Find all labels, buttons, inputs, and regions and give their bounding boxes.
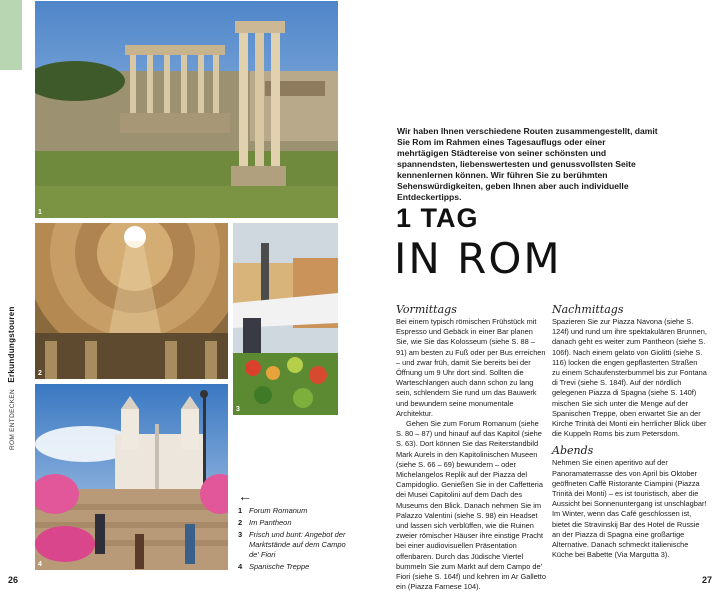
- heading-nachmittags: Nachmittags: [552, 303, 624, 316]
- caption-item: [238, 562, 348, 572]
- photo-forum-romanum: [35, 1, 338, 218]
- caption-number: 3: [238, 530, 243, 539]
- caption-text: Im Pantheon: [249, 518, 292, 527]
- arrow-left-icon: ←: [238, 488, 252, 504]
- caption-number: 1: [238, 506, 243, 515]
- column-left: [396, 304, 546, 592]
- caption-item: [238, 518, 348, 528]
- paragraph: Gehen Sie zum Forum Romanum (siehe S. 80 – 87) und hinauf auf das Kapitol (siehe S. 63). Dort können Sie das Reiterstandbild Mark Aurels in den Kapitolinischen Museen (siehe S. 66 – 69) bewundern – oder Michelangelos Replik auf der Piazza del Campidoglio. Genießen Sie in der Caffetteria dei Musei Capitolini auf dem Dach des Museums den Blick. Danach nehmen Sie im Palazzo Valentini (siehe S. 98) ein Headset und lassen sich verblüffen, wie die Ruinen zweier römischer Häuser ihre einstige Pracht bei einer audiovisuellen Präsentation offenbaren. Durch das Jüdische Viertel bummeln Sie zum Markt auf dem Campo de' Fiori (siehe S. 164f) und kehren im Ar Galletto ein (Piazza Farnese 104).: [396, 419, 546, 592]
- caption-item: [238, 506, 348, 516]
- photo-number: 2: [38, 370, 42, 377]
- page-title-line2: IN ROM: [394, 234, 562, 283]
- column-right: [552, 304, 707, 560]
- heading-abends: Abends: [552, 444, 594, 458]
- caption-text: Spanische Treppe: [249, 562, 310, 571]
- caption-item: [238, 530, 348, 560]
- page-number-left: 26: [8, 575, 19, 585]
- photo-captions: [238, 506, 348, 574]
- photo-spanische-treppe: [35, 384, 228, 570]
- photo-number: 1: [38, 209, 42, 216]
- subsection-name: Erkundungstouren: [7, 306, 16, 383]
- paragraph: Bei einem typisch römischen Frühstück mit Espresso und Gebäck in einer Bar planen Sie, wie Sie das Kolosseum (siehe S. 88 – 91) am besten zu Fuß oder per Bus erreichen – und zwar früh, damit Sie bereits bei der Öffnung um 9 Uhr dort sind. Sollten die Warteschlangen auch dann schon zu lang sein, schlendern Sie rund um das Bauwerk und bewundern seine monumentale Architektur.: [396, 317, 546, 418]
- intro-paragraph: Wir haben Ihnen verschiedene Routen zusammengestellt, damit Sie Rom im Rahmen eines Tagesauflugs oder einer mehrtägigen Städtereise von seiner schönsten und spannendsten, liebenswertesten und genussvollsten Seite kennenlernen können. Wir führen Sie zu berühmten Sehenswürdigkeiten, geben Ihnen aber auch individuelle Entdeckertipps.: [397, 126, 658, 202]
- caption-number: 4: [238, 562, 243, 571]
- page-number-right: 27: [702, 575, 713, 585]
- photo-campo-de-fiori: [233, 223, 338, 415]
- paragraph: Spazieren Sie zur Piazza Navona (siehe S. 124f) und rund um ihre spektakulären Brunnen, danach geht es weiter zum Pantheon (siehe S. 106f). Nach einem gelato von Giolitti (siehe S. 116) locken die engen gepflasterten Straßen zu einem Schaufensterbummel bis zur Fontana di Trevi (siehe S. 184f). Auf der nördlich gelegenen Piazza di Spagna (siehe S. 140f) mischen Sie sich unter die Menge auf der Spanischen Treppe, oben erwartet Sie an der Kirche Trinità dei Monti ein herrlicher Blick über die Kuppeln Roms bis zum Petersdom.: [552, 317, 707, 439]
- caption-text: Forum Romanum: [249, 506, 308, 515]
- section-color-tab: [0, 0, 22, 70]
- section-label: [1, 240, 23, 450]
- section-name: ROM ENTDECKEN: [9, 389, 16, 450]
- photo-number: 4: [38, 561, 42, 568]
- page-title-line1: 1 TAG: [396, 203, 479, 233]
- photo-pantheon: [35, 223, 228, 379]
- paragraph: Nehmen Sie einen aperitivo auf der Panoramaterrasse des von April bis Oktober geöffneten Caffè Ristorante Ciampini (Piazza Trinità dei Monti) – es ist touristisch, aber die Aussicht bei Sonnenuntergang ist unschlagbar! Im Winter, wenn das Café geschlossen ist, bietet die Stravinskij Bar des Hotel de Russie an der Piazza di Spagna eine großartige Alternative. Danach schmeckt italienische Küche bei Babette (Via Margutta 3).: [552, 458, 707, 560]
- photo-number: 3: [236, 406, 240, 413]
- caption-number: 2: [238, 518, 243, 527]
- caption-text: Frisch und bunt: Angebot der Marktstände auf dem Campo de' Fiori: [249, 530, 346, 559]
- heading-vormittags: Vormittags: [396, 303, 457, 316]
